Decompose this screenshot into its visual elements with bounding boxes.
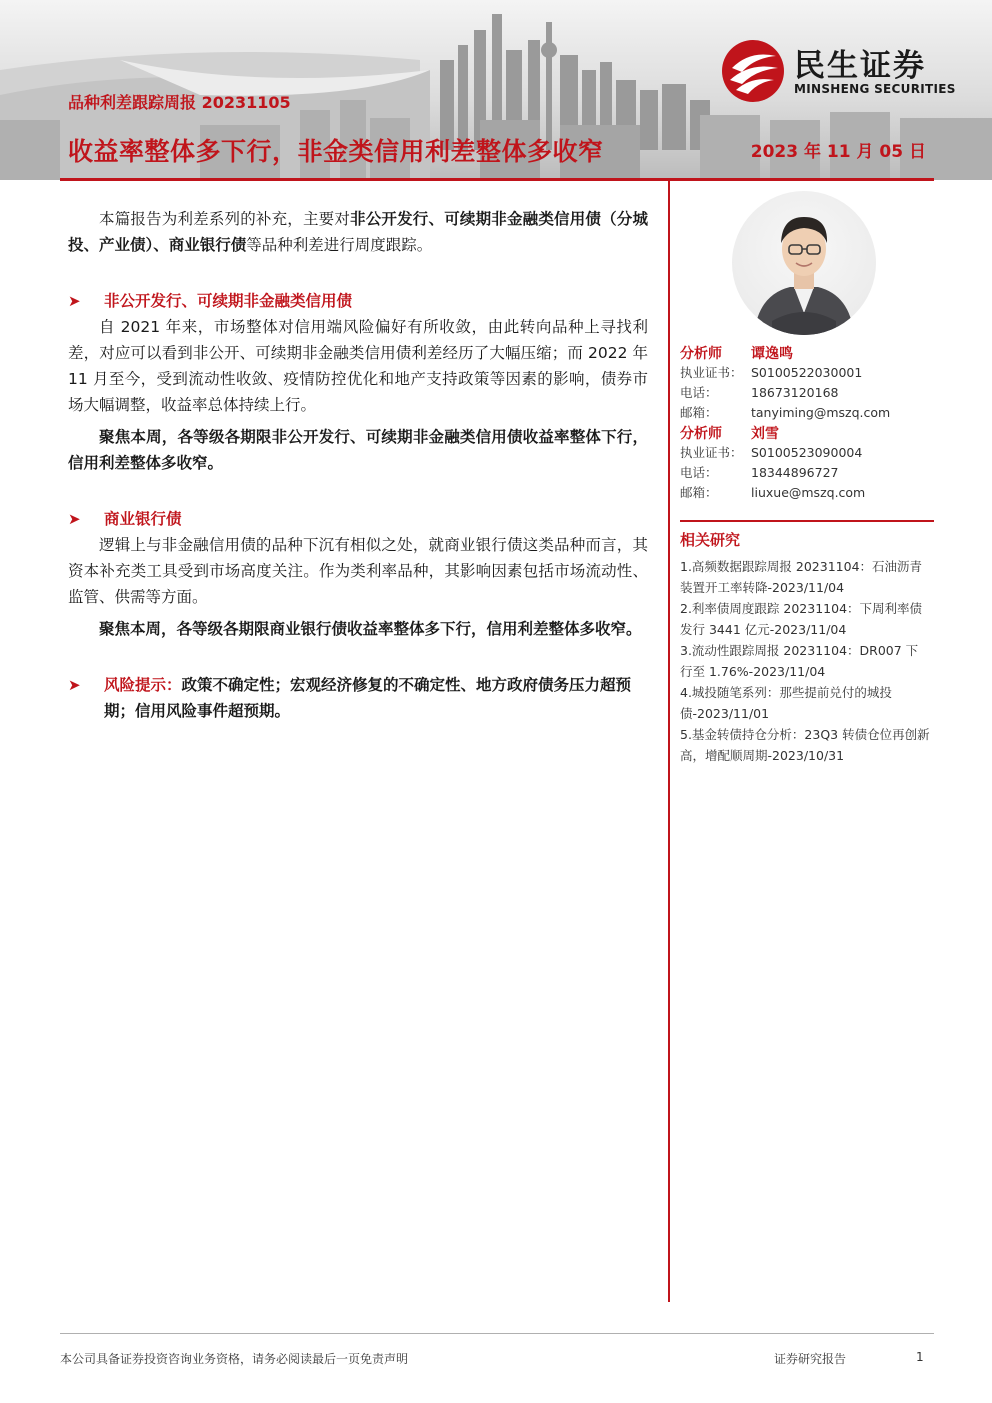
related-research-list: [680, 556, 930, 766]
related-research-item[interactable]: 1.高频数据跟踪周报 20231104：石油沥青装置开工率转降-2023/11/04: [680, 559, 923, 595]
section-heading-text: 非公开发行、可续期非金融类信用债: [104, 292, 353, 310]
phone-label: 电话：: [680, 385, 718, 400]
risk-warning: [68, 672, 648, 724]
intro-text-post: 等品种利差进行周度跟踪。: [246, 236, 433, 254]
analyst-cert-row: [680, 443, 862, 461]
analyst-phone-row: [680, 383, 838, 401]
section-body: 自 2021 年来，市场整体对信用端风险偏好有所收敛，由此转向品种上寻找利差，对应可以看到非公开、可续期非金融类信用债利差经历了大幅压缩；而 2022 年 11 月至今，受到流动性收敛、疫情防控优化和地产支持政策等因素的影响，债券市场大幅调整，收益率总体持续上行。: [68, 318, 648, 414]
main-column: [68, 206, 648, 724]
cert-number: S0100523090004: [751, 445, 863, 460]
phone-number: 18673120168: [751, 385, 839, 400]
email-link[interactable]: liuxue@mszq.com: [751, 485, 866, 500]
related-research-item[interactable]: 5.基金转债持仓分析：23Q3 转债仓位再创新高，增配顺周期-2023/10/31: [680, 727, 930, 763]
related-research-item[interactable]: 2.利率债周度跟踪 20231104：下周利率债发行 3441 亿元-2023/11/04: [680, 601, 923, 637]
analyst-role: 分析师: [680, 346, 722, 362]
arrow-bullet-icon: ➤: [68, 292, 81, 310]
header-banner: [0, 0, 992, 180]
analyst-email-row: [680, 403, 890, 421]
minsheng-logo-icon: [720, 38, 786, 104]
logo-english-name: MINSHENG SECURITIES: [794, 82, 956, 96]
cert-label: 执业证书：: [680, 445, 743, 460]
column-divider: [668, 181, 670, 1302]
report-date: 2023 年 11 月 05 日: [750, 142, 926, 162]
report-series-label: 品种利差跟踪周报 20231105: [68, 93, 291, 112]
related-research-item[interactable]: 4.城投随笔系列：那些提前兑付的城投债-2023/11/01: [680, 685, 892, 721]
section-focus: 聚焦本周，各等级各期限非公开发行、可续期非金融类信用债收益率整体下行，信用利差整体多收窄。: [68, 428, 648, 472]
risk-label: 风险提示：: [104, 676, 182, 694]
minsheng-logo: [720, 38, 970, 102]
intro-text-pre: 本篇报告为利差系列的补充，主要对: [99, 210, 351, 228]
intro-paragraph: [68, 206, 648, 258]
email-link[interactable]: tanyiming@mszq.com: [751, 405, 891, 420]
analyst-name: 谭逸鸣: [751, 346, 793, 362]
report-title: 收益率整体多下行，非金类信用利差整体多收窄: [68, 137, 604, 166]
analyst-cert-row: [680, 363, 862, 381]
phone-number: 18344896727: [751, 465, 839, 480]
analyst-phone-row: [680, 463, 838, 481]
footer-doc-type: 证券研究报告: [774, 1352, 847, 1366]
arrow-bullet-icon: ➤: [68, 510, 81, 528]
analyst-name: 刘雪: [751, 426, 779, 442]
related-research-title: 相关研究: [680, 531, 741, 549]
risk-text: 政策不确定性；宏观经济修复的不确定性、地方政府债务压力超预期；信用风险事件超预期。: [104, 676, 632, 720]
phone-label: 电话：: [680, 465, 718, 480]
analyst-portrait-image: [732, 191, 876, 335]
section-heading: [68, 288, 648, 314]
cert-label: 执业证书：: [680, 365, 743, 380]
analyst-role: 分析师: [680, 426, 722, 442]
side-divider: [680, 520, 934, 522]
email-label: 邮箱：: [680, 485, 718, 500]
section-focus: 聚焦本周，各等级各期限商业银行债收益率整体多下行，信用利差整体多收窄。: [99, 620, 642, 638]
logo-chinese-name: 民生证券: [794, 48, 926, 84]
related-research-item[interactable]: 3.流动性跟踪周报 20231104：DR007 下行至 1.76%-2023/11/04: [680, 643, 919, 679]
section-heading-text: 商业银行债: [104, 510, 182, 528]
section-body: 逻辑上与非金融信用债的品种下沉有相似之处，就商业银行债这类品种而言，其资本补充类工具受到市场高度关注。作为类利率品种，其影响因素包括市场流动性、监管、供需等方面。: [68, 536, 648, 606]
email-label: 邮箱：: [680, 405, 718, 420]
analyst-email-row: [680, 483, 865, 501]
section-heading: [68, 506, 648, 532]
footer-divider: [60, 1333, 934, 1334]
intro-text-bold: 非公开发行、可续期非金融类信用债（分城投、产业债）、商业银行债: [68, 210, 648, 254]
footer-disclaimer: 本公司具备证券投资咨询业务资格，请务必阅读最后一页免责声明: [60, 1352, 409, 1366]
arrow-bullet-icon: ➤: [68, 676, 81, 694]
analyst-photo: [732, 191, 876, 335]
cert-number: S0100522030001: [751, 365, 863, 380]
page-number: 1: [916, 1350, 924, 1364]
header-divider: [60, 178, 934, 181]
